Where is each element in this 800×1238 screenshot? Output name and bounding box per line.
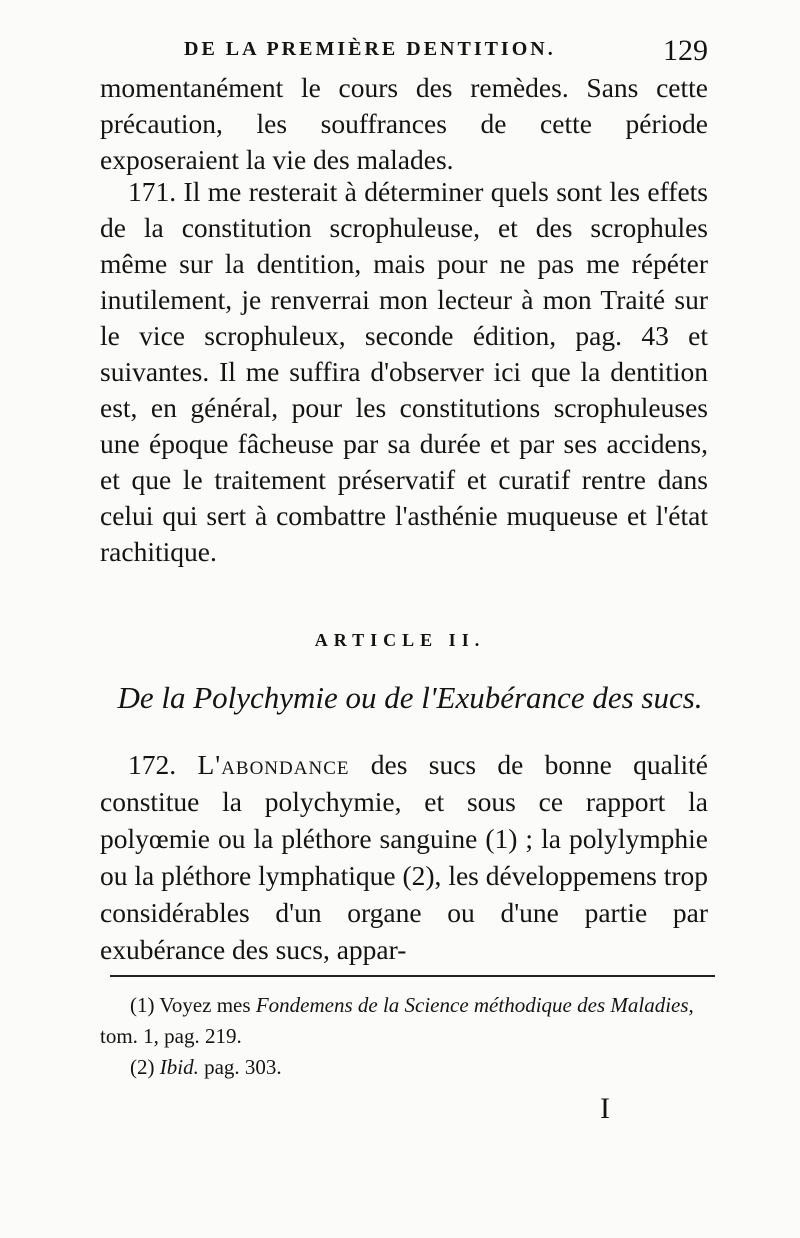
footnote-1-suffix: , tom. 1, pag. 219. bbox=[100, 993, 694, 1048]
paragraph-172-text: des sucs de bonne qualité constitue la polychymie, et sous ce rapport la polyœmie ou la pléthore sanguine (1) ; la polylymphie ou la pléthore lymphatique (2), les développemens trop considérables d'un organe ou d'une partie par exubérance des sucs, appar- bbox=[100, 749, 709, 965]
paragraph-171 bbox=[100, 174, 708, 570]
footnote-2-suffix: pag. 303. bbox=[204, 1055, 282, 1079]
signature-mark: I bbox=[600, 1092, 610, 1125]
footnote-1-title: Fondemens de la Science méthodique des Maladies bbox=[255, 993, 689, 1017]
footnotes bbox=[100, 990, 720, 1083]
paragraph-172 bbox=[100, 746, 708, 968]
paragraph-171-text: Il me resterait à déterminer quels sont les effets de la constitution scrophuleuse, et des scrophules même sur la dentition, mais pour ne pas me répéter inutilement, je renverrai mon lecteur à mon Traité sur le vice scrophuleux, seconde édition, pag. 43 et suivantes. Il me suffira d'observer ici que la dentition est, en général, pour les constitutions scrophuleuses une époque fâcheuse par sa durée et par ses accidens, et que le traitement préservatif et curatif rentre dans celui qui sert à combattre l'asthénie muqueuse et l'état rachitique. bbox=[100, 176, 708, 567]
article-heading: ARTICLE II. bbox=[314, 630, 486, 650]
paragraph-continuation: momentanément le cours des remèdes. Sans cette précaution, les souffrances de cette période exposeraient la vie des malades. bbox=[100, 72, 708, 175]
footnote-2-marker: (2) bbox=[130, 1055, 155, 1079]
running-head: DE LA PREMIÈRE DENTITION. bbox=[184, 38, 556, 60]
lead-word: L'abondance bbox=[197, 749, 350, 780]
page-header bbox=[170, 30, 708, 70]
footnote-2 bbox=[100, 1052, 720, 1083]
section-number-171: 171. bbox=[128, 176, 177, 207]
section-title: De la Polychymie ou de l'Exubérance des sucs. bbox=[117, 680, 703, 715]
footnote-1 bbox=[100, 990, 720, 1052]
footnote-rule bbox=[110, 975, 715, 977]
footnote-1-prefix: Voyez mes bbox=[159, 993, 251, 1017]
footnote-1-marker: (1) bbox=[130, 993, 155, 1017]
section-number-172: 172. bbox=[128, 749, 177, 780]
page-number: 129 bbox=[663, 34, 708, 67]
footnote-2-title: Ibid. bbox=[159, 1055, 199, 1079]
